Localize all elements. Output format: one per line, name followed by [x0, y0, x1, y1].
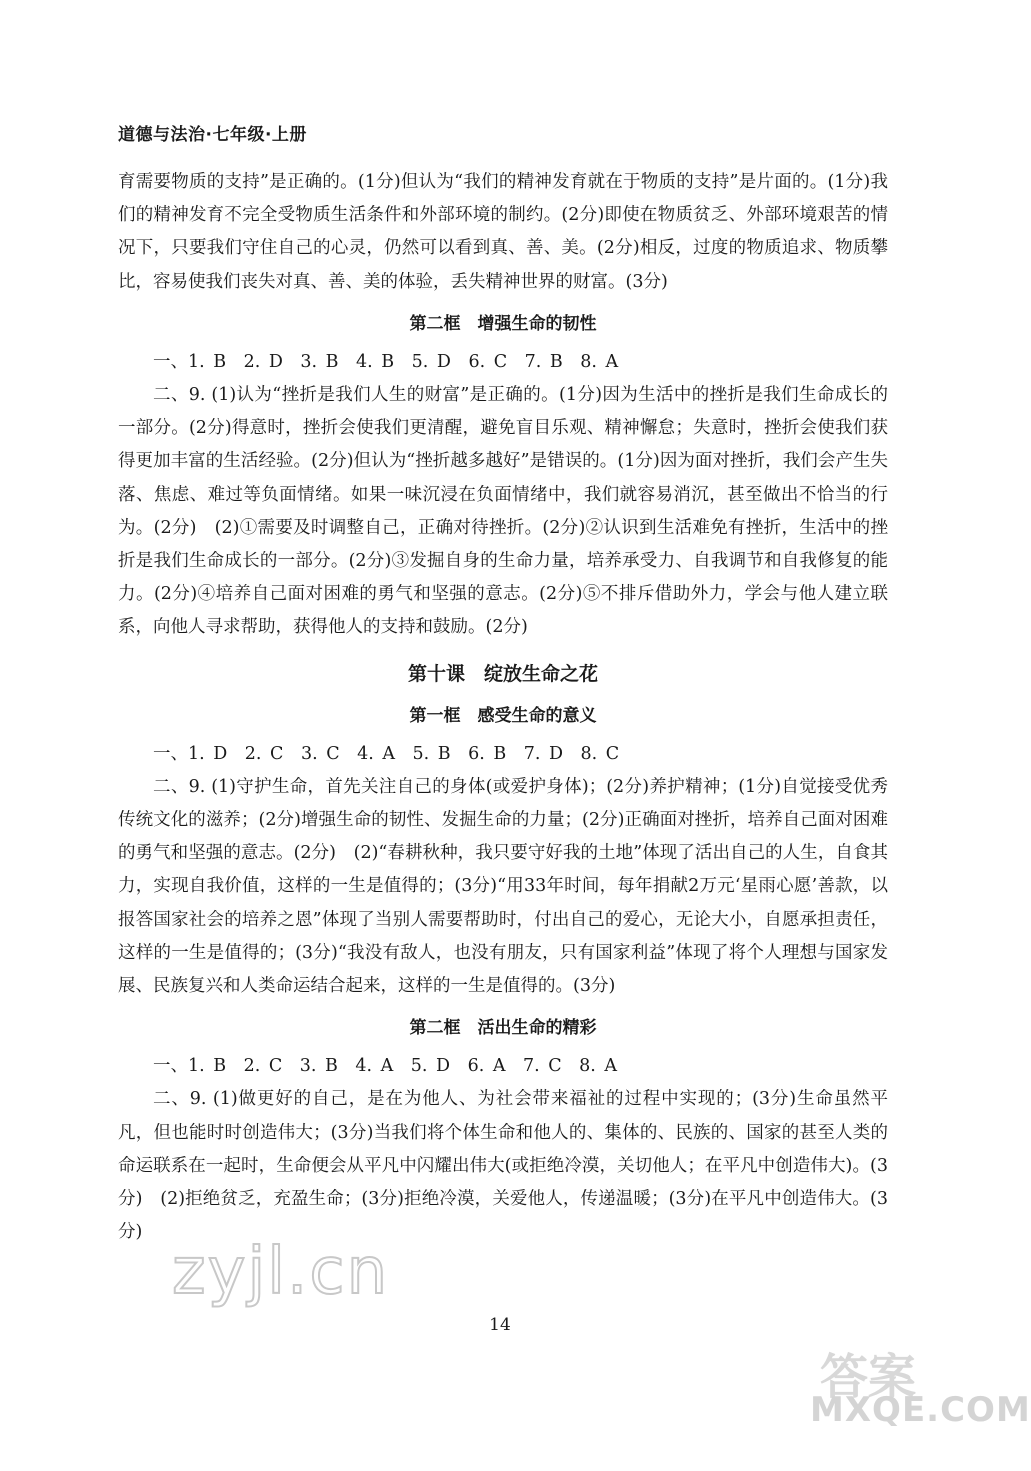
section-1-block: [118, 346, 888, 645]
multiple-choice-answers: 一、1. B 2. D 3. B 4. B 5. D 6. C 7. B 8. A: [153, 351, 619, 372]
answer-content: [118, 166, 888, 1249]
essay-answer: 二、9. (1)做更好的自己，是在为他人、为社会带来福祉的过程中实现的；(3分)生命虽然平凡，但也能时时创造伟大；(3分)当我们将个体生命和他人的、集体的、民族的、国家的甚至人类的命运联系在一起时，生命便会从平凡中闪耀出伟大(或拒绝冷漠，关切他人；在平凡中创造伟大)。(3分) (2)拒绝贫乏，充盈生命；(3分)拒绝冷漠，关爱他人，传递温暖；(3分)在平凡中创造伟大。(3分): [118, 1089, 888, 1243]
section-3-block: [118, 1050, 888, 1249]
lesson-title: 第十课 绽放生命之花: [407, 662, 598, 685]
site-watermark: zyjl.cn: [172, 1235, 390, 1309]
intro-paragraph: 育需要物质的支持”是正确的。(1分)但认为“我们的精神发育就在于物质的支持”是片面的。(1分)我们的精神发育不完全受物质生活条件和外部环境的制约。(2分)即使在物质贫乏、外部环境艰苦的情况下，只要我们守住自己的心灵，仍然可以看到真、善、美。(2分)相反，过度的物质追求、物质攀比，容易使我们丧失对真、善、美的体验，丢失精神世界的财富。(3分): [118, 172, 888, 292]
corner-watermark-logo: 答案: [820, 1349, 917, 1405]
section-title-2-resilience: 第二框 增强生命的韧性: [409, 313, 597, 334]
section-title-1-meaning: 第一框 感受生命的意义: [409, 705, 597, 726]
multiple-choice-answers: 一、1. D 2. C 3. C 4. A 5. B 6. B 7. D 8. C: [153, 743, 620, 764]
section-title-2-wonderful: 第二框 活出生命的精彩: [409, 1018, 597, 1039]
running-title: 道德与法治·七年级·上册: [118, 125, 307, 145]
section-2-block: [118, 738, 888, 1004]
intro-block: [118, 166, 888, 299]
multiple-choice-answers: 一、1. B 2. C 3. B 4. A 5. D 6. A 7. C 8. A: [153, 1056, 618, 1077]
corner-watermark-url: MXQE.COM: [810, 1390, 1031, 1430]
page-number: 14: [489, 1315, 511, 1335]
essay-answer: 二、9. (1)守护生命，首先关注自己的身体(或爱护身体)；(2分)养护精神；(1分)自觉接受优秀传统文化的滋养；(2分)增强生命的韧性、发掘生命的力量；(2分)正确面对挫折，培养自己面对困难的勇气和坚强的意志。(2分) (2)“春耕秋种，我只要守好我的土地”体现了活出自己的人生，自食其力，实现自我价值，这样的一生是值得的；(3分)“用33年时间，每年捐献2万元‘星雨心愿’善款，以报答国家社会的培养之恩”体现了当别人需要帮助时，付出自己的爱心，无论大小，自愿承担责任，这样的一生是值得的；(3分)“我没有敌人，也没有朋友，只有国家利益”体现了将个人理想与国家发展、民族复兴和人类命运结合起来，这样的一生是值得的。(3分): [118, 776, 888, 997]
essay-answer: 二、9. (1)认为“挫折是我们人生的财富”是正确的。(1分)因为生活中的挫折是我们生命成长的一部分。(2分)得意时，挫折会使我们更清醒，避免盲目乐观、精神懈怠；失意时，挫折会使我们获得更加丰富的生活经验。(2分)但认为“挫折越多越好”是错误的。(1分)因为面对挫折，我们会产生失落、焦虑、难过等负面情绪。如果一味沉浸在负面情绪中，我们就容易消沉，甚至做出不恰当的行为。(2分) (2)①需要及时调整自己，正确对待挫折。(2分)②认识到生活难免有挫折，生活中的挫折是我们生命成长的一部分。(2分)③发掘自身的生命力量，培养承受力、自我调节和自我修复的能力。(2分)④培养自己面对困难的勇气和坚强的意志。(2分)⑤不排斥借助外力，学会与他人建立联系，向他人寻求帮助，获得他人的支持和鼓励。(2分): [118, 385, 888, 638]
